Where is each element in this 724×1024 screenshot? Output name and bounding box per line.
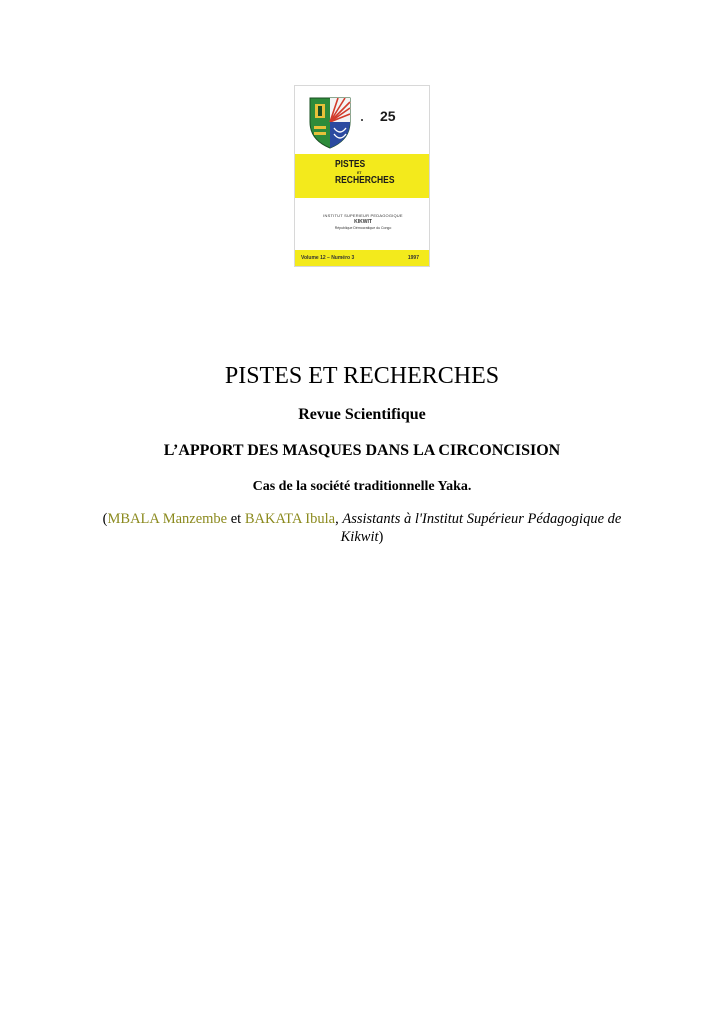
- coat-of-arms-emblem-icon: [307, 92, 353, 150]
- article-title: L’APPORT DES MASQUES DANS LA CIRCONCISION: [163, 442, 561, 459]
- cover-issue-number: 25: [380, 108, 396, 124]
- cover-year-label: 1997: [407, 255, 419, 261]
- cover-band-line1: PISTES: [335, 159, 366, 170]
- author-comma: ,: [335, 511, 343, 527]
- cover-institute-block: [295, 198, 430, 250]
- cover-footer-band: [295, 250, 430, 267]
- cover-institute-line2: KIKWIT: [354, 219, 372, 225]
- close-paren: ): [378, 529, 384, 545]
- cover-top-section: [295, 86, 430, 154]
- journal-cover-image: [294, 85, 430, 267]
- author-link-mbala[interactable]: MBALA Manzembe: [107, 511, 228, 527]
- case-study-line: Cas de la société traditionnelle Yaka.: [252, 479, 472, 494]
- cover-dot: [361, 119, 363, 121]
- cover-institute-line1: INSTITUT SUPERIEUR PEDAGOGIQUE: [323, 213, 403, 218]
- cover-band-line2: RECHERCHES: [335, 175, 395, 186]
- cover-volume-label: Volume 12 – Numéro 3: [301, 255, 355, 261]
- document-subtitle: Revue Scientifique: [298, 406, 426, 423]
- cover-band-title: [335, 160, 395, 186]
- cover-band-et: ET: [357, 170, 362, 175]
- author-conjunction: et: [227, 511, 245, 527]
- author-link-bakata[interactable]: BAKATA Ibula: [244, 511, 336, 527]
- document-title: PISTES ET RECHERCHES: [224, 363, 500, 389]
- author-affiliation: Assistants à l'Institut Supérieur Pédagogique de Kikwit: [340, 511, 622, 545]
- open-paren: (: [102, 511, 108, 527]
- cover-institute-line3: République Démocratique du Congo: [334, 226, 392, 230]
- authors-line: [92, 510, 632, 546]
- cover-yellow-band: [295, 154, 430, 198]
